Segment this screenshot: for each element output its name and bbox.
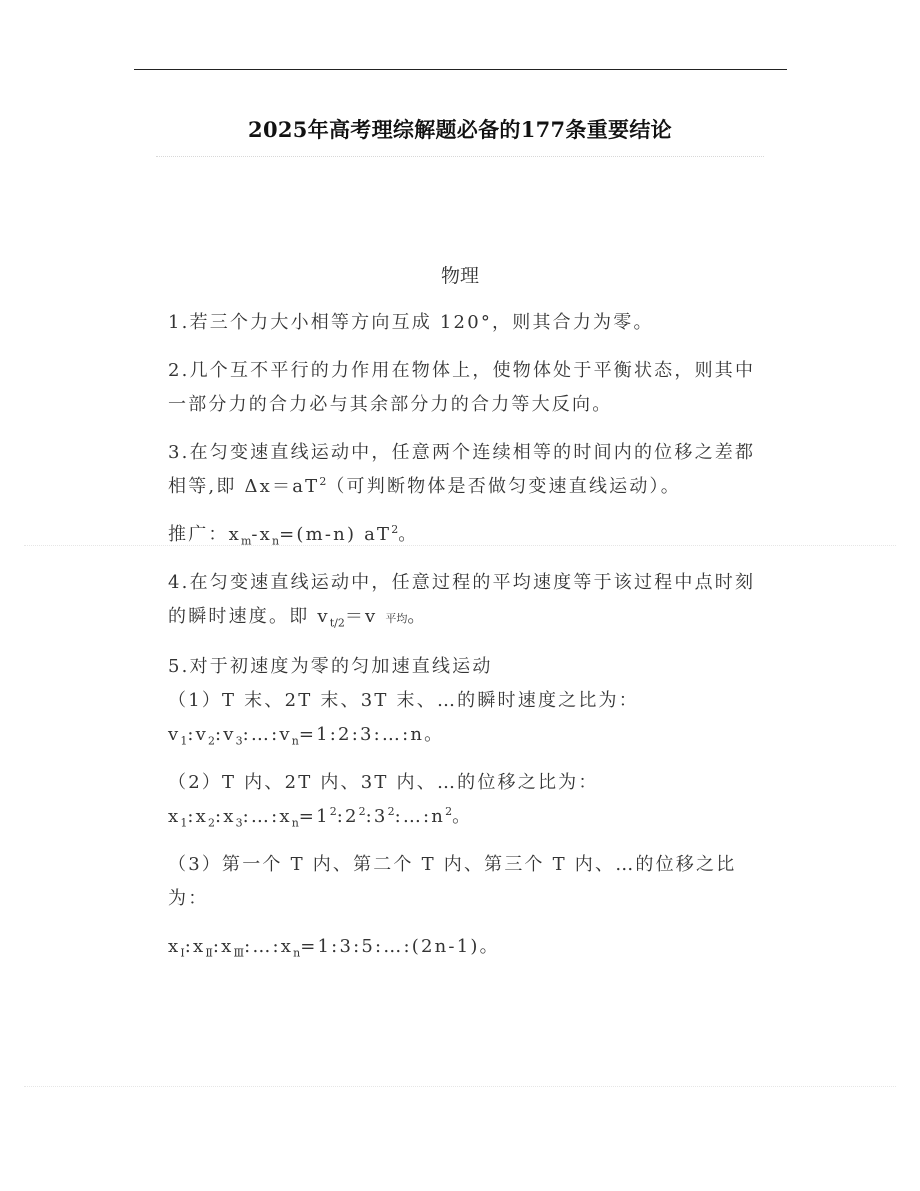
- generalization-formula: 推广：$x_m-x_n=(m-n)$ $aT^2$。: [168, 523, 419, 548]
- sub-item: （1）T 末、2T 末、3T 末、…的瞬时速度之比为：: [168, 690, 639, 711]
- title-dotted-divider: [156, 156, 764, 157]
- ratio-formula: $x_1:x_2:x_3:\dots:x_n=1^2:2^2:3^2:\dots:n^2$。: [168, 805, 473, 830]
- content-body: [168, 306, 758, 978]
- conclusion-item: 4.在匀变速直线运动中，任意过程的平均速度等于该过程中点时刻的瞬时速度。即 $v_{t/2}=v$ 平均。: [168, 572, 756, 630]
- sub-item: （3）第一个 T 内、第二个 T 内、第三个 T 内、…的位移之比为：: [168, 854, 737, 909]
- conclusion-item: 2.几个互不平行的力作用在物体上，使物体处于平衡状态，则其中一部分力的合力必与其余部分力的合力等大反向。: [168, 360, 756, 415]
- sub-item: （2）T 内、2T 内、3T 内、…的位移之比为：: [168, 772, 599, 793]
- conclusion-item: 1.若三个力大小相等方向互成 120°，则其合力为零。: [168, 312, 654, 333]
- page-dotted-divider: [24, 1086, 896, 1089]
- ratio-formula: $x_Ⅰ:x_Ⅱ:x_Ⅲ:\dots:x_n=1:3:5:\dots:(2n-1)$。: [168, 936, 500, 960]
- header-rule: [134, 69, 787, 70]
- document-title: 2025年高考理综解题必备的177条重要结论: [248, 117, 672, 142]
- ratio-formula: $v_1:v_2:v_3:\dots:v_n=1:2:3:\dots:n$。: [168, 724, 445, 748]
- conclusion-item: 3.在匀变速直线运动中，任意两个连续相等的时间内的位移之差都相等,即 $\Delta x=aT^2$（可判断物体是否做匀变速直线运动）。: [168, 442, 756, 497]
- section-heading: 物理: [440, 265, 479, 287]
- conclusion-item: 5.对于初速度为零的匀加速直线运动: [168, 656, 493, 677]
